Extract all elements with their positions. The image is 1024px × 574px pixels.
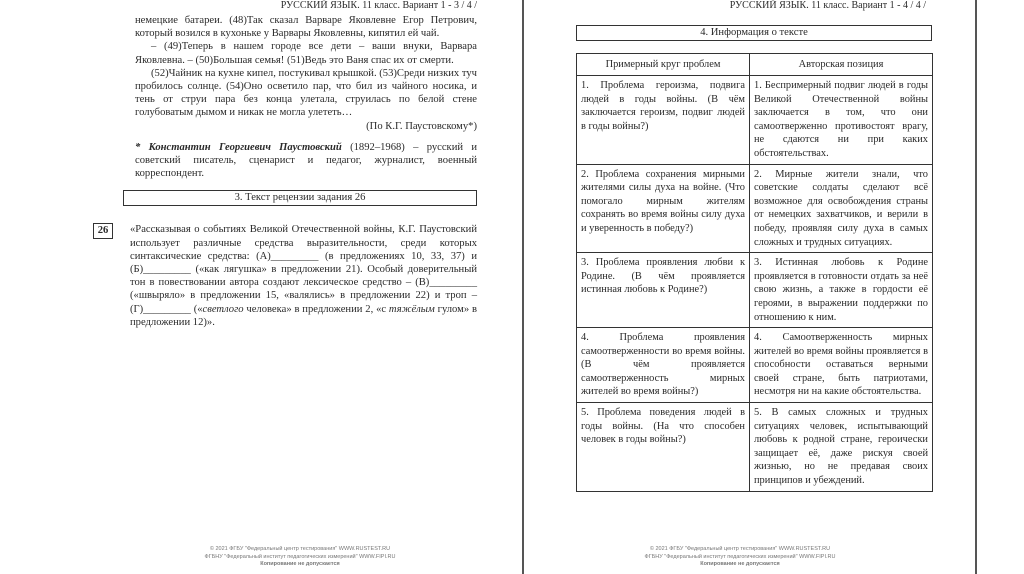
review-text — [130, 223, 477, 329]
task-number: 26 — [93, 223, 113, 239]
problem-cell: 5. Проблема поведения людей в годы войны. (На что способен человек в годы войны?) — [577, 403, 750, 492]
page-divider — [522, 0, 524, 574]
left-page — [93, 0, 477, 329]
problem-cell: 2. Проблема сохранения мирными жителями силы духа на войне. (Что помогало мирным жителям сохранять во время войны силу духа и уверенность в победу?) — [577, 164, 750, 253]
section-title-review: 3. Текст рецензии задания 26 — [123, 190, 477, 206]
footer-line: © 2021 ФГБУ "Федеральный центр тестирования" WWW.RUSTEST.RU — [649, 546, 831, 552]
footer-line: Копирование не допускается — [260, 561, 340, 567]
footer-line: ФГБНУ "Федеральный институт педагогических измерений" WWW.FIPI.RU — [644, 553, 836, 560]
left-page-header: РУССКИЙ ЯЗЫК. 11 класс. Вариант 1 - 3 / 4 / — [280, 0, 477, 11]
table-row — [577, 76, 933, 165]
footer-line: Копирование не допускается — [700, 561, 780, 567]
position-cell: 2. Мирные жители знали, что советские солдаты сделают всё возможное для освобождения страны от немецких захватчиков, и верили в победу, проявляя силу духа в самых сложных и трудных ситуациях. — [750, 164, 933, 253]
right-footer — [630, 546, 850, 569]
problem-cell: 1. Проблема героизма, подвига людей в годы войны. (В чём заключается героизм, подвиг людей в годы войны?) — [577, 76, 750, 165]
review-italic: светлого — [202, 303, 244, 315]
column-header: Примерный круг проблем — [577, 54, 750, 76]
footer-line: © 2021 ФГБУ "Федеральный центр тестирования" WWW.RUSTEST.RU — [209, 546, 391, 552]
paragraph: – (49)Теперь в нашем городе все дети – ваши внуки, Варвара Яковлевна. – (50)Большая семья! (51)Ведь это Ваня спас их от смерти. — [135, 41, 477, 66]
attribution: (По К.Г. Паустовскому*) — [366, 120, 477, 132]
left-footer — [190, 546, 410, 569]
column-header: Авторская позиция — [750, 54, 933, 76]
position-cell: 1. Беспримерный подвиг людей в годы Великой Отечественной войны заключается в том, что они самоотверженно противостоят врагу, не сдаются ни при каких обстоятельствах. — [750, 76, 933, 165]
footnote-text: (1892–1968) – русский и советский писатель, сценарист и педагог, журналист, военный корреспондент. — [135, 141, 477, 180]
position-cell: 4. Самоотверженность мирных жителей во время войны проявляется в способности оставаться верными своей стране, быть патриотами, несмотря ни на какие обстоятельства. — [750, 328, 933, 403]
table-header-row — [577, 54, 933, 76]
info-table — [576, 53, 933, 492]
problem-cell: 4. Проблема проявления самоотверженности во время войны. (В чём проявляется самоотверженность мирных жителей во время войны?) — [577, 328, 750, 403]
page-edge — [975, 0, 977, 574]
review-part: гулом» в предложении 12)». — [130, 303, 477, 328]
table-row — [577, 403, 933, 492]
task-26 — [93, 223, 477, 329]
right-page-header: РУССКИЙ ЯЗЫК. 11 класс. Вариант 1 - 4 / 4 / — [729, 0, 926, 11]
paragraph: (52)Чайник на кухне кипел, постукивал крышкой. (53)Среди низких туч пробилось солнце. (54)Оно осветило пар, что бил из чайного носика, и тень от струи пара без конца улетала, струилась по белой стене голубоватым дымом и никак не могла улететь… — [135, 67, 477, 119]
position-cell: 5. В самых сложных и трудных ситуациях человек, испытывающий любовь к родной стране, героически защищает её, даже рискуя своей жизнью, но не предавая своих принципов и убеждений. — [750, 403, 933, 492]
footer-line: ФГБНУ "Федеральный институт педагогических измерений" WWW.FIPI.RU — [204, 553, 396, 560]
footnote — [135, 141, 477, 181]
table-row — [577, 164, 933, 253]
footnote-author: * Константин Георгиевич Паустовский — [135, 141, 342, 153]
table-row — [577, 253, 933, 328]
table-row — [577, 328, 933, 403]
position-cell: 3. Истинная любовь к Родине проявляется в готовности отдать за неё свою жизнь, а также в гордости её героями, в выражении поддержки по отношению к ним. — [750, 253, 933, 328]
section-title-info: 4. Информация о тексте — [576, 25, 932, 41]
problem-cell: 3. Проблема проявления любви к Родине. (В чём проявляется истинная любовь к Родине?) — [577, 253, 750, 328]
review-part: человека» в предложении 2, «с — [243, 303, 389, 315]
review-part: «Рассказывая о событиях Великой Отечественной войны, К.Г. Паустовский использует различные средства выразительности, среди которых синтаксические средства: (А)_________ (в предложениях 10, 33, 37) и (Б)_________ («как лягушка» в предложении 21). Особый доверительный тон в повествовании автора создают лексическое средство – (В)_________ («швыряло» в предложении 15, «валялись» в предложении 22) и троп – (Г)_________ (« — [130, 224, 477, 315]
story-text — [135, 14, 477, 180]
review-italic: тяжёлым — [388, 303, 435, 315]
paragraph: немецкие батареи. (48)Так сказал Варваре Яковлевне Егор Петрович, который возился в кухоньке у Варвары Яковлевны, кипятил ей чай. — [135, 15, 477, 40]
